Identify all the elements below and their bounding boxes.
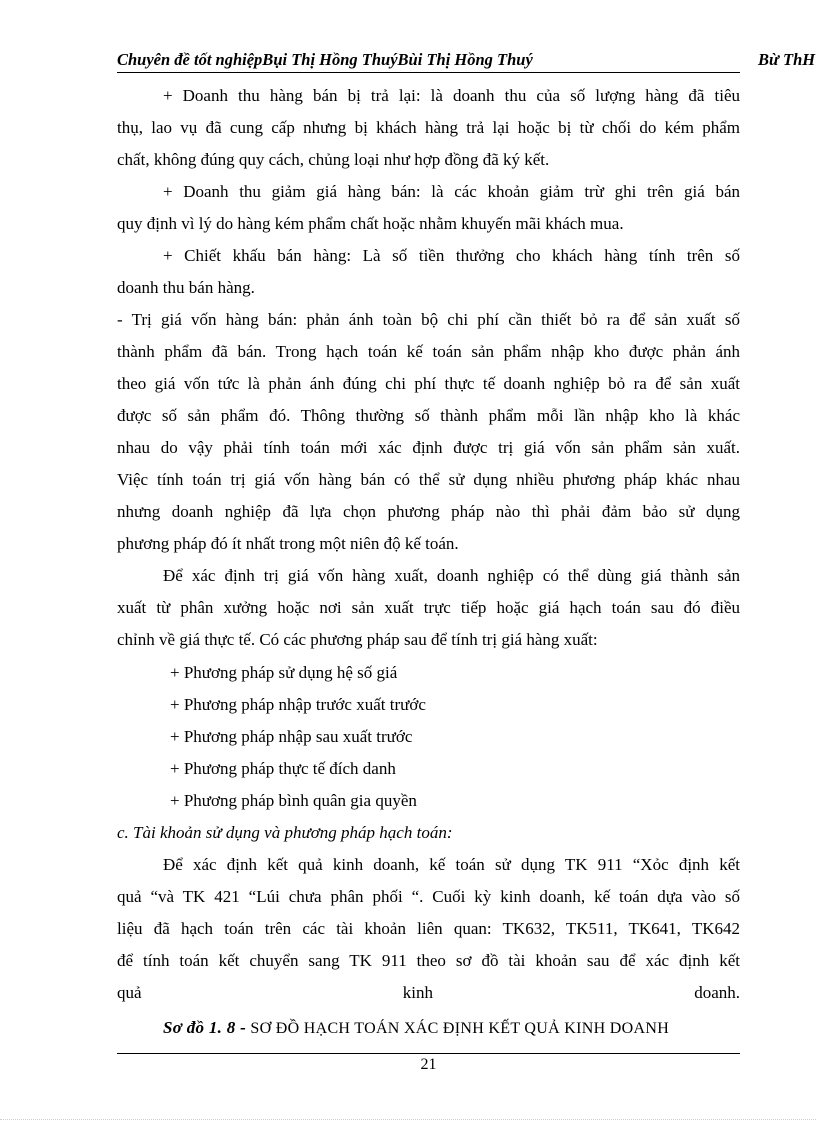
text-line: nhưng doanh nghiệp đã lựa chọn phương pháp nào thì phải đảm bảo sử dụng <box>117 502 740 521</box>
text-line: liệu đã hạch toán trên các tài khoản liên quan: TK632, TK511, TK641, TK642 <box>117 919 740 938</box>
text-line: + Doanh thu hàng bán bị trả lại: là doanh thu của số lượng hàng đã tiêu <box>163 86 740 105</box>
text-line: quả “và TK 421 “Lúi chưa phân phối “. Cuối kỳ kinh doanh, kế toán dựa vào số <box>117 887 740 906</box>
footer-rule <box>117 1053 740 1054</box>
list-item: + Phương pháp nhập trước xuất trước <box>170 695 426 714</box>
text-line: doanh thu bán hàng. <box>117 278 255 297</box>
text-line: - Trị giá vốn hàng bán: phản ánh toàn bộ chi phí cần thiết bỏ ra để sản xuất số <box>117 310 740 329</box>
list-item: + Phương pháp thực tế đích danh <box>170 759 396 778</box>
text-line: + Doanh thu giảm giá hàng bán: là các khoản giảm trừ ghi trên giá bán <box>163 182 740 201</box>
text-line: Việc tính toán trị giá vốn hàng bán có thể sử dụng nhiều phương pháp khác nhau <box>117 470 740 489</box>
text-line: phương pháp đó ít nhất trong một niên độ kế toán. <box>117 534 459 553</box>
section-heading: c. Tài khoản sử dụng và phương pháp hạch toán: <box>117 823 453 842</box>
list-item: + Phương pháp nhập sau xuất trước <box>170 727 413 746</box>
header-author-truncated: Bừ ThH <box>758 50 816 69</box>
list-item: + Phương pháp bình quân gia quyền <box>170 791 417 810</box>
text-line: Để xác định kết quả kinh doanh, kế toán sử dụng TK 911 “Xỏc định kết <box>163 855 740 874</box>
text-line: Để xác định trị giá vốn hàng xuất, doanh nghiệp có thể dùng giá thành sản <box>163 566 740 585</box>
caption-text: SƠ ĐỒ HẠCH TOÁN XÁC ĐỊNH KẾT QUẢ KINH DOANH <box>246 1020 670 1037</box>
header-rule <box>117 72 740 73</box>
text-line: chất, không đúng quy cách, chủng loại như hợp đồng đã ký kết. <box>117 150 550 169</box>
text-line: để tính toán kết chuyển sang TK 911 theo sơ đồ tài khoản sau để xác định kết <box>117 951 740 970</box>
text-line: theo giá vốn tức là phản ánh đúng chi phí thực tế doanh nghiệp bỏ ra để sản xuất <box>117 374 740 393</box>
diagram-caption <box>163 1017 669 1040</box>
text-line: quy định vì lý do hàng kém phẩm chất hoặc nhằm khuyến mãi khách mua. <box>117 214 624 233</box>
text-line: được số sản phẩm đó. Thông thường số thành phẩm mỗi lần nhập kho là khác <box>117 406 740 425</box>
header-title: Chuyên đề tốt nghiệpBụi Thị Hồng ThuýBùi Thị Hồng Thuý <box>117 50 533 69</box>
text-line: nhau do vậy phải tính toán mới xác định được trị giá vốn sản phẩm sản xuất. <box>117 438 740 457</box>
page-number: 21 <box>420 1056 437 1073</box>
caption-label: Sơ đồ 1. 8 - <box>163 1018 247 1037</box>
list-item: + Phương pháp sử dụng hệ số giá <box>170 663 398 682</box>
text-line: xuất từ phân xưởng hoặc nơi sản xuất trực tiếp hoặc giá hạch toán sau đó điều <box>117 598 740 617</box>
text-line: + Chiết khấu bán hàng: Là số tiền thưởng cho khách hàng tính trên số <box>163 246 740 265</box>
text-line: thụ, lao vụ đã cung cấp nhưng bị khách hàng trả lại hoặc bị từ chối do kém phẩm <box>117 118 740 137</box>
text-line: thành phẩm đã bán. Trong hạch toán kế toán sản phẩm nhập kho được phản ánh <box>117 342 740 361</box>
text-line: chỉnh về giá thực tế. Có các phương pháp sau để tính trị giá hàng xuất: <box>117 630 598 649</box>
text-line: quả kinh doanh. <box>117 983 740 1002</box>
page-header <box>117 50 816 72</box>
page-bottom-divider <box>0 1119 816 1120</box>
